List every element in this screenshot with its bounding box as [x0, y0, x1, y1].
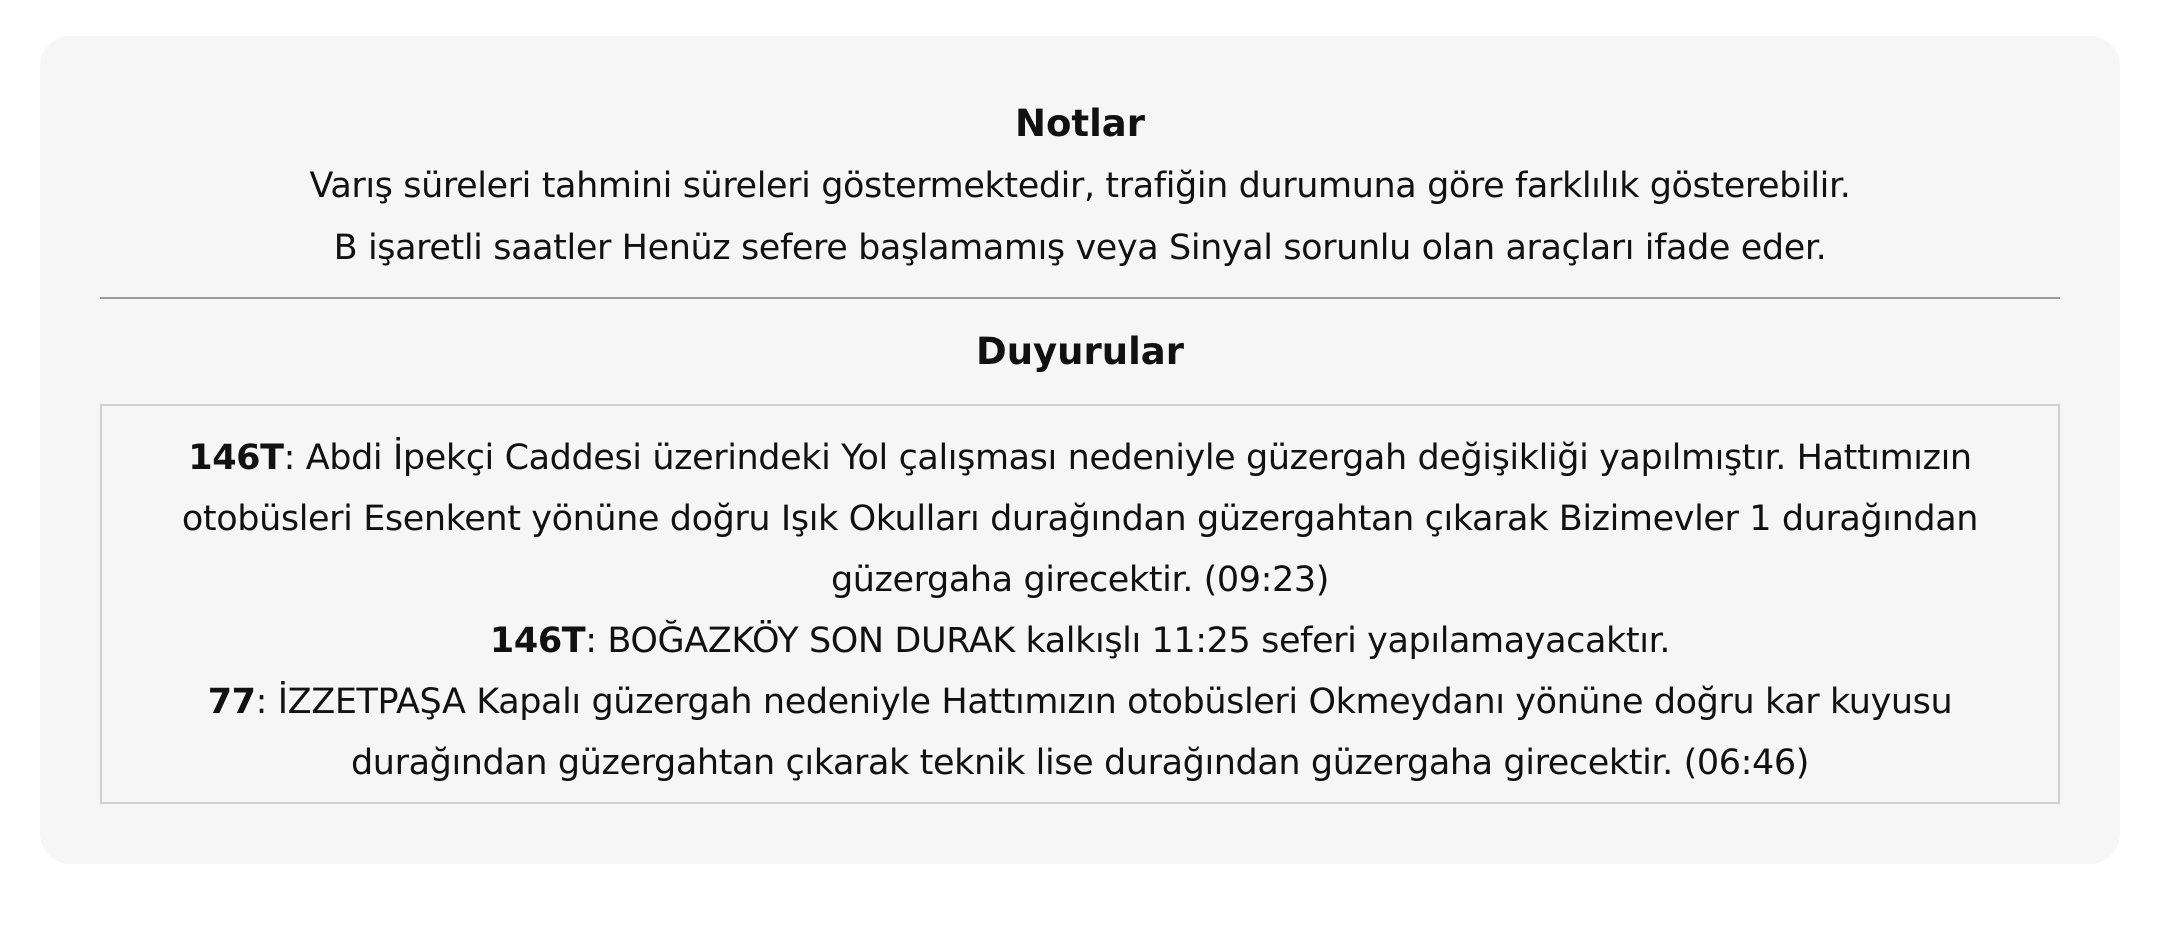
section-divider	[100, 297, 2060, 299]
announcements-box	[100, 404, 2060, 804]
announcement-text: : İZZETPAŞA Kapalı güzergah nedeniyle Hattımızın otobüsleri Okmeydanı yönüne doğru kar kuyusu durağından güzergahtan çıkarak teknik lise durağından güzergaha girecektir. (06:46)	[255, 682, 1953, 783]
note-line: Varış süreleri tahmini süreleri göstermektedir, trafiğin durumuna göre farklılık gösterebilir.	[309, 166, 1851, 206]
announcement-text: : BOĞAZKÖY SON DURAK kalkışlı 11:25 seferi yapılamayacaktır.	[585, 621, 1671, 661]
announcements-title: Duyurular	[976, 330, 1184, 373]
notes-title: Notlar	[1015, 102, 1145, 145]
announcement-item	[122, 428, 2038, 611]
info-card	[40, 36, 2120, 864]
announcement-line-code: 77	[207, 682, 256, 722]
announcement-line-code: 146T	[489, 621, 586, 661]
announcement-item	[122, 672, 2038, 794]
announcement-line-code: 146T	[188, 438, 284, 478]
note-line: B işaretli saatler Henüz sefere başlamamış veya Sinyal sorunlu olan araçları ifade eder.	[333, 228, 1827, 268]
announcement-text: : Abdi İpekçi Caddesi üzerindeki Yol çalışması nedeniyle güzergah değişikliği yapılmıştır. Hattımızın otobüsleri Esenkent yönüne doğru Işık Okulları durağından güzergahtan çıkarak Bizimevler 1 durağından güzergaha girecektir. (09:23)	[181, 438, 1979, 600]
announcement-item	[122, 611, 2038, 672]
